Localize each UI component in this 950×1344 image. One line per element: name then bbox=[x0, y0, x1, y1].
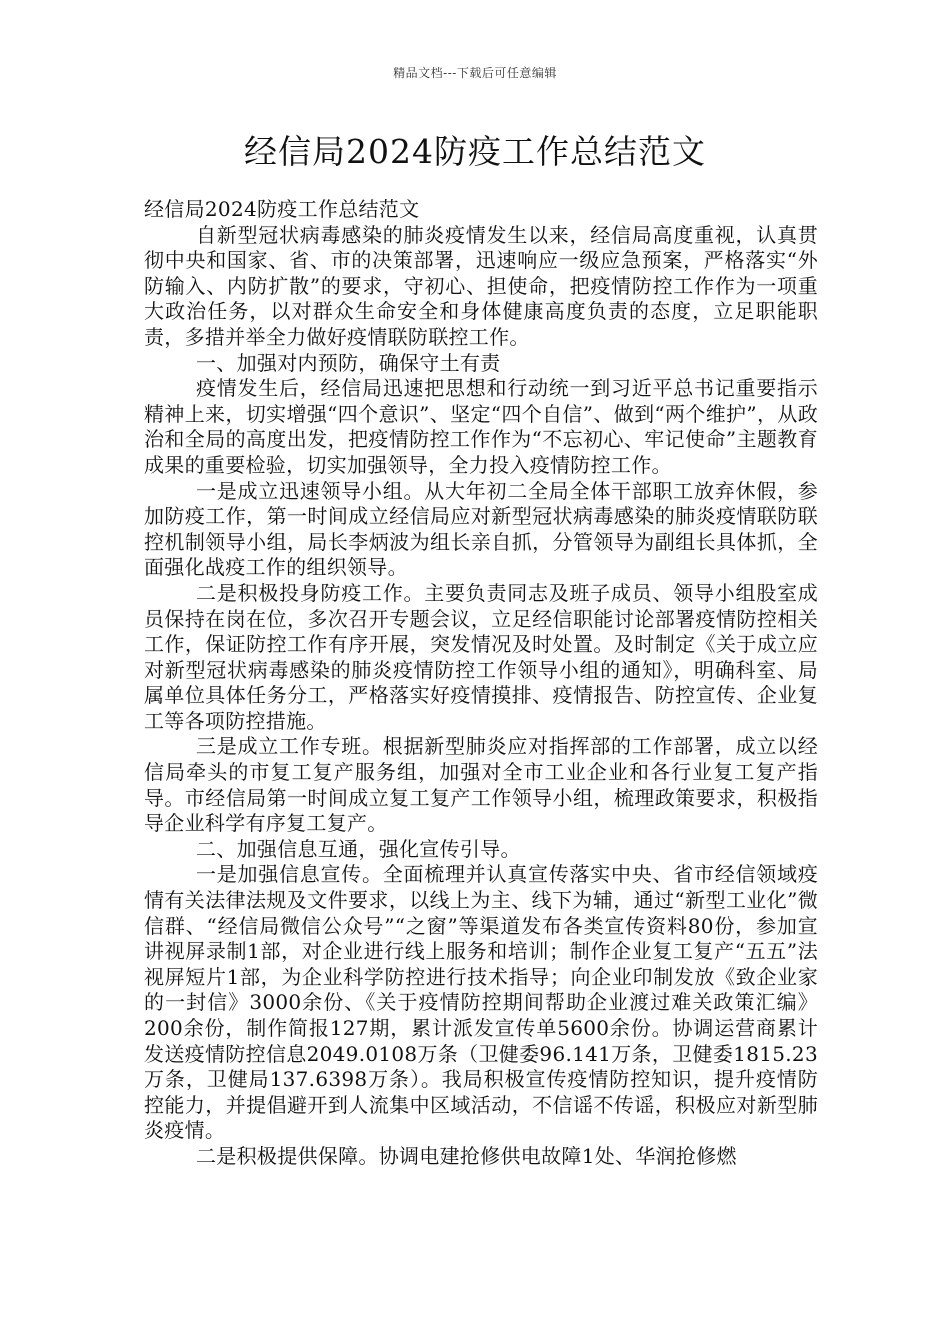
paragraph: 一是成立迅速领导小组。从大年初二全局全体干部职工放弃休假，参加防疫工作，第一时间成立经信局应对新型冠状病毒感染的肺炎疫情联防联控机制领导小组，局长李炳波为组长亲自抓，分管领导为副组长具体抓，全面强化战疫工作的组织领导。 bbox=[144, 478, 818, 580]
document-body bbox=[144, 197, 818, 1170]
paragraph: 二是积极提供保障。协调电建抢修供电故障1处、华润抢修燃 bbox=[196, 1143, 737, 1168]
section-heading-2: 二、加强信息互通，强化宣传引导。 bbox=[196, 836, 521, 861]
section-heading-1: 一、加强对内预防，确保守土有责 bbox=[196, 350, 501, 375]
header-note: 精品文档---下载后可任意编辑 bbox=[393, 66, 557, 80]
paragraph: 二是积极投身防疫工作。主要负责同志及班子成员、领导小组股室成员保持在岗在位，多次召开专题会议，立足经信职能讨论部署疫情防控相关工作，保证防控工作有序开展，突发情况及时处置。及时制定《关于成立应对新型冠状病毒感染的肺炎疫情防控工作领导小组的通知》，明确科室、局属单位具体任务分工，严格落实好疫情摸排、疫情报告、防控宣传、企业复工等各项防控措施。 bbox=[144, 580, 818, 733]
paragraph: 疫情发生后，经信局迅速把思想和行动统一到习近平总书记重要指示精神上来，切实增强“四个意识”、坚定“四个自信”、做到“两个维护”，从政治和全局的高度出发，把疫情防控工作作为“不忘初心、牢记使命”主题教育成果的重要检验，切实加强领导，全力投入疫情防控工作。 bbox=[144, 376, 818, 477]
paragraph: 一是加强信息宣传。全面梳理并认真宣传落实中央、省市经信领域疫情有关法律法规及文件要求，以线上为主、线下为辅，通过“新型工业化”微信群、“经信局微信公众号”“之窗”等渠道发布各类宣传资料80份，参加宣讲视屏录制1部，对企业进行线上服务和培训；制作企业复工复产“五五”法视屏短片1部，为企业科学防控进行技术指导；向企业印制发放《致企业家的一封信》3000余份、《关于疫情防控期间帮助企业渡过难关政策汇编》200余份，制作简报127期，累计派发宣传单5600余份。协调运营商累计发送疫情防控信息2049.0108万条（卫健委96.141万条，卫健委1815.23万条，卫健局137.6398万条）。我局积极宣传疫情防控知识，提升疫情防控能力，并提倡避开到人流集中区域活动，不信谣不传谣，积极应对新型肺炎疫情。 bbox=[144, 862, 818, 1143]
document-subtitle: 经信局2024防疫工作总结范文 bbox=[144, 197, 420, 221]
paragraph-intro: 自新型冠状病毒感染的肺炎疫情发生以来，经信局高度重视，认真贯彻中央和国家、省、市的决策部署，迅速响应一级应急预案，严格落实“外防输入、内防扩散”的要求，守初心、担使命，把疫情防控工作作为一项重大政治任务，以对群众生命安全和身体健康高度负责的态度，立足职能职责，多措并举全力做好疫情联防联控工作。 bbox=[144, 222, 818, 349]
paragraph: 三是成立工作专班。根据新型肺炎应对指挥部的工作部署，成立以经信局牵头的市复工复产服务组，加强对全市工业企业和各行业复工复产指导。市经信局第一时间成立复工复产工作领导小组，梳理政策要求，积极指导企业科学有序复工复产。 bbox=[144, 734, 818, 836]
document-title: 经信局2024防疫工作总结范文 bbox=[244, 132, 706, 171]
